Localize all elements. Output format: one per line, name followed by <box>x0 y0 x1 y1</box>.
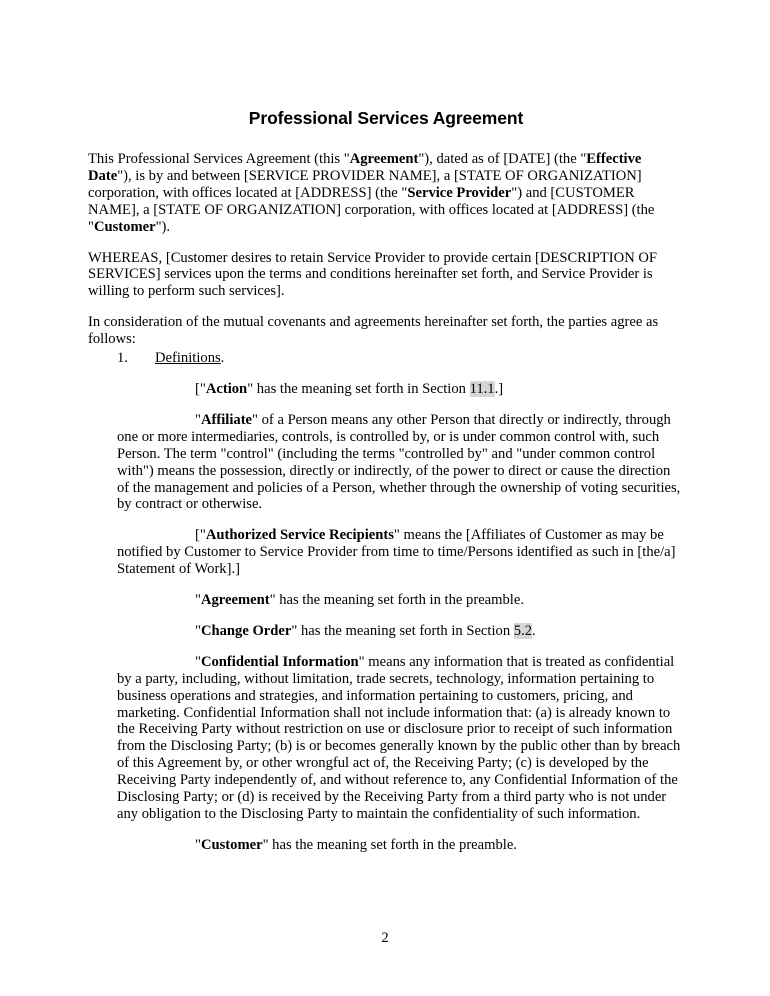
definition-text: " has the meaning set forth in Section <box>291 622 514 639</box>
definition-open-quote: " <box>195 653 201 670</box>
definition-open-quote: [" <box>195 380 206 397</box>
definition-suffix: .] <box>494 380 504 397</box>
defined-term: Customer <box>93 218 156 235</box>
defined-term: Authorized Service Recipients <box>205 527 394 544</box>
document-body <box>88 0 684 854</box>
definition-affiliate <box>88 412 684 513</box>
definitions-list <box>88 381 684 854</box>
definition-text: " has the meaning set forth in the preamble. <box>262 836 517 853</box>
definition-action <box>88 381 684 398</box>
definition-text: " means any information that is treated as confidential by a party, including, without limitation, trade secrets, technology, information pertaining to business operations and strategies, and information pertaining to customers, pricing, and marketing. Confidential Information shall not include information that: (a) is already known to the Receiving Party without restriction on use or disclosure prior to receipt of such information from the Disclosing Party; (b) is or becomes generally known by the public other than by breach of this Agreement by, or other wrongful act of, the Receiving Party; (c) is developed by the Receiving Party independently of, and without reference to, any Confidential Information of the Disclosing Party; or (d) is received by the Receiving Party from a third party who is not under any obligation to the Disclosing Party to maintain the confidentiality of such information. <box>117 653 681 822</box>
paragraph-preamble <box>88 151 684 236</box>
definition-confidential-information <box>88 654 684 823</box>
section-heading-label: Definitions <box>155 350 221 367</box>
defined-term: Affiliate <box>200 411 253 428</box>
section-heading-definitions <box>88 350 684 367</box>
definition-open-quote: " <box>195 622 201 639</box>
definition-open-quote: [" <box>195 527 206 544</box>
definition-change-order <box>88 623 684 640</box>
defined-term: Agreement <box>349 151 419 167</box>
defined-term: Agreement <box>200 592 270 609</box>
defined-term: Change Order <box>200 622 292 639</box>
definition-open-quote: " <box>195 411 201 428</box>
preamble-text: "), dated as of [DATE] (the " <box>418 151 587 167</box>
paragraph-consideration: In consideration of the mutual covenants and agreements hereinafter set forth, the parties agree as follows: <box>88 314 659 348</box>
preamble-text: ") and [CUSTOMER NAME], a [STATE OF ORGANIZATION] corporation, with offices located at [ADDRESS] (the " <box>88 184 655 235</box>
definition-authorized-service-recipients <box>88 527 684 578</box>
defined-term: Service Provider <box>407 184 512 201</box>
definition-open-quote: " <box>195 836 201 853</box>
cross-reference-link[interactable]: 11.1 <box>469 380 495 397</box>
cross-reference-link[interactable]: 5.2 <box>513 622 533 639</box>
definition-text: " has the meaning set forth in the preamble. <box>269 592 524 609</box>
page-title: Professional Services Agreement <box>248 108 524 128</box>
definition-customer <box>88 837 684 854</box>
definition-suffix: . <box>532 622 536 639</box>
section-heading-period: . <box>220 350 225 367</box>
preamble-text: This Professional Services Agreement (this " <box>88 151 350 167</box>
page-number: 2 <box>381 930 389 946</box>
preamble-text: "). <box>155 218 171 235</box>
definition-text: " has the meaning set forth in Section <box>247 380 470 397</box>
definition-text: " means the [Affiliates of Customer as may be notified by Customer to Service Provider from time to time/Persons identified as such in [the/a] Statement of Work].] <box>117 527 676 578</box>
section-number: 1. <box>117 350 128 367</box>
definition-text: " of a Person means any other Person that directly or indirectly, through one or more intermediaries, controls, is controlled by, or is under common control with, such Person. The term "control" (including the terms "controlled by" and "under common control with") means the possession, directly or indirectly, of the power to direct or cause the direction of the management and policies of a Person, whether through the ownership of voting securities, by contract or otherwise. <box>117 411 681 513</box>
paragraph-whereas: WHEREAS, [Customer desires to retain Service Provider to provide certain [DESCRIPTION OF SERVICES] services upon the terms and conditions hereinafter set forth, and Service Provider is willing to perform such services]. <box>88 249 658 300</box>
preamble-text: "), is by and between [SERVICE PROVIDER NAME], a [STATE OF ORGANIZATION] corporation, with offices located at [ADDRESS] (the " <box>88 167 642 201</box>
definition-open-quote: " <box>195 592 201 609</box>
defined-term: Action <box>205 380 248 397</box>
definition-agreement <box>88 592 684 609</box>
defined-term: Customer <box>200 836 263 853</box>
defined-term: Confidential Information <box>200 653 359 670</box>
defined-term: Effective Date <box>88 151 642 184</box>
